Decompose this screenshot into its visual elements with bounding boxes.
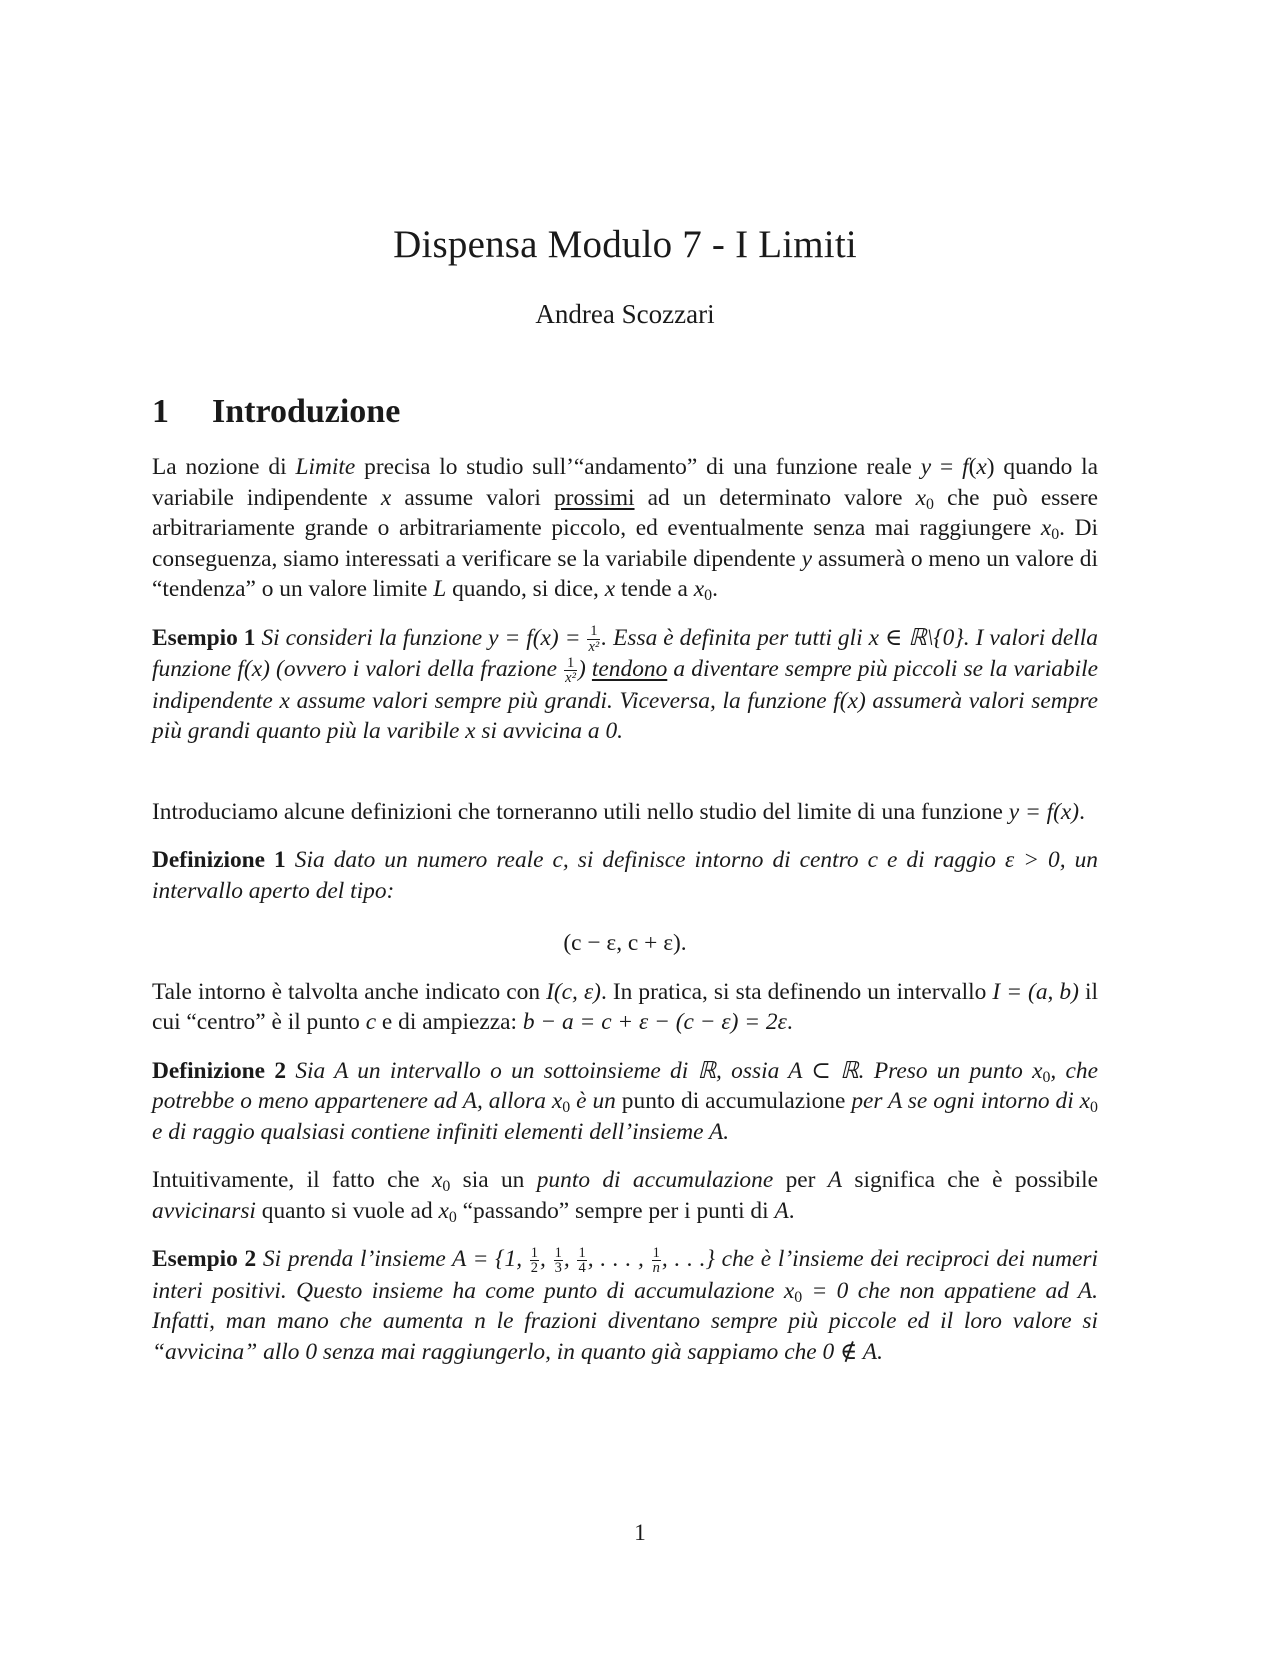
section-heading: [152, 392, 1098, 432]
page-number: 1: [634, 1520, 646, 1546]
fraction-1-over-x2: $\frac{1}{\text{x²}}$: [588, 623, 600, 655]
fraction-1-over-x2-second: $\frac{1}{\text{x²}}$: [565, 654, 576, 687]
example-2-label: Esempio 2: [152, 1246, 257, 1273]
example-2: Esempio 2 Si prenda l’insieme A = {1, $\frac{1}{2}$ , $\frac{1}{3}$ , $\frac{1}{4}$ , . . . , $\frac{1}{n}$ , . . .} che è l’insieme dei reciproci dei numeri interi positivi. Questo insieme ha come punto di accumulazione $x_0 = 0$ che non appatiene ad A. Infatti, man mano che aumenta n le frazioni diventano sempre più piccole ed il loro valore si “avvicina” allo 0 senza mai raggiungerlo, in quanto già sappiamo che 0 ∉ A.: [152, 1244, 1098, 1365]
document-page: [152, 222, 1098, 1367]
document-title: Dispensa Modulo 7 - I Limiti: [393, 223, 857, 266]
interval-formula: (c − ε, c + ε).: [563, 930, 687, 957]
definition-2: Definizione 2 Sia A un intervallo o un sottoinsieme di ℝ, ossia A ⊂ ℝ. Preso un punto $x_0$, che potrebbe o meno appartenere ad A, allora $x_0$ è un punto di accumulazione per A se ogni intorno di $x_0$ e di raggio qualsiasi contiene infiniti elementi dell’insieme A.: [152, 1057, 1098, 1145]
definition-1-label: Definizione 1: [152, 847, 286, 874]
example-1-label: Esempio 1: [152, 624, 256, 651]
definition-1: Definizione 1 Sia dato un numero reale c, si definisce intorno di centro c e di raggio ε > 0, un intervallo aperto del tipo:: [152, 847, 1098, 904]
underlined-prossimi: prossimi: [553, 484, 635, 511]
definition-2-label: Definizione 2: [152, 1057, 287, 1084]
interval-paragraph: Tale intorno è talvolta anche indicato con I(c, ε). In pratica, si sta definendo un intervallo I = (a, b) il cui “centro” è il punto c e di ampiezza: b − a = c + ε − (c − ε) = 2ε.: [152, 978, 1098, 1036]
underlined-tendono: tendono: [591, 656, 668, 683]
example-1: Esempio 1 Si consideri la funzione y = f(x) = $\frac{1}{\text{x²}}$ . Essa è definita per tutti gli x ∈ ℝ\{0}. I valori della funzione f(x) (ovvero i valori della frazione $\frac{1}{\text{x²}}$ ) tendono a diventare sempre più piccoli se la variabile indipendente x assume valori sempre più grandi. Viceversa, la funzione f(x) assumerà valori sempre più grandi quanto più la varibile x si avvicina a 0.: [152, 623, 1098, 745]
intuition-paragraph: Intuitivamente, il fatto che $x_0$ sia un punto di accumulazione per A significa che è possibile avvicinarsi quanto si vuole ad $x_0$ “passando” sempre per i punti di A.: [152, 1167, 1099, 1226]
definitions-intro: Introduciamo alcune definizioni che torneranno utili nello studio del limite di una funzione y = f(x).: [152, 798, 1085, 825]
intro-paragraph: La nozione di Limite precisa lo studio sull’“andamento” di una funzione reale y = f(x) quando la variabile indipendente x assume valori prossimi ad un determinato valore $x_0$ che può essere arbitrariamente grande o arbitrariamente piccolo, ed eventualmente senza mai raggiungere $x_0$. Di conseguenza, siamo interessati a verificare se la variabile dipendente y assumerà o meno un valore di “tendenza” o un valore limite L quando, si dice, x tende a $x_0$.: [152, 454, 1099, 604]
section-number: 1: [152, 393, 169, 430]
section-title: Introduzione: [212, 393, 401, 430]
document-author: Andrea Scozzari: [535, 299, 715, 329]
